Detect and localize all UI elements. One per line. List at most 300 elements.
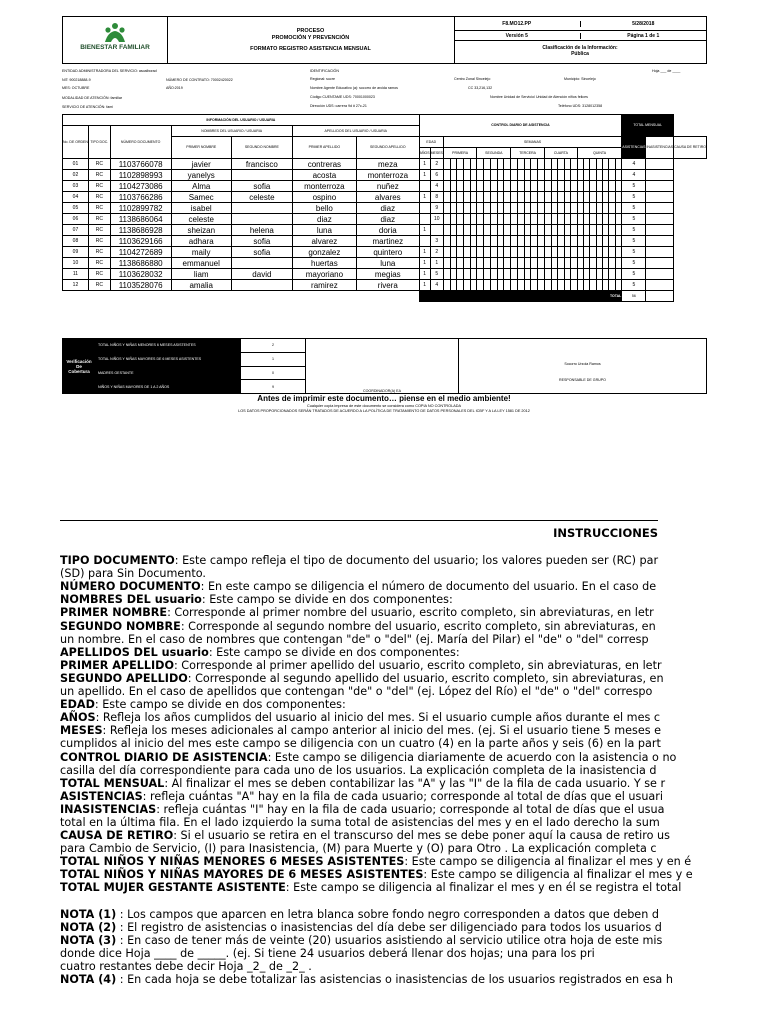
table-row	[63, 203, 707, 214]
attendance-day-cell	[571, 269, 578, 280]
meta-agent: Nombre Agente Educativo (a): socorro de arcida ramos	[310, 86, 398, 90]
privacy-note: LOS DATOS PROPORCIONADOS SERÁN TRATADOS DE ACUERDO A LA POLÍTICA DE TRATAMIENTO DE DATOS PERSONALES DEL ICBF Y A LA LEY 1581 DE 2012	[238, 409, 530, 413]
attendance-day-cell	[443, 159, 450, 170]
attendance-day-cell	[517, 236, 524, 247]
attendance-day-cell	[564, 280, 571, 291]
logo-text: BIENESTAR FAMILIAR	[80, 44, 150, 51]
promotion-label: PROMOCIÓN Y PREVENCIÓN	[271, 34, 350, 41]
attendance-day-cell	[564, 269, 571, 280]
attendance-day-cell	[517, 159, 524, 170]
attendance-day-cell	[470, 280, 477, 291]
form-header	[62, 16, 707, 64]
attendance-day-cell	[551, 159, 558, 170]
years-cell: 1	[419, 269, 430, 280]
attendance-day-cell	[544, 214, 551, 225]
instruction-text: : Este campo se divide en dos componentes:	[201, 593, 453, 607]
attendance-day-cell	[558, 247, 565, 258]
attendance-day-cell	[538, 280, 545, 291]
attendance-day-cell	[450, 170, 457, 181]
second-surname-cell: rivera	[356, 280, 419, 291]
assist-total-cell: 5	[622, 203, 646, 214]
attendance-day-cell	[457, 236, 464, 247]
instruction-text: : Este campo refleja el tipo de documento del usuario; los valores pueden ser (RC) par	[174, 554, 659, 568]
instruction-line	[60, 920, 662, 934]
attendance-day-cell	[538, 181, 545, 192]
table-row	[63, 225, 707, 236]
attendance-day-cell	[517, 269, 524, 280]
attendance-day-cell	[470, 236, 477, 247]
instruction-key: TOTAL NIÑOS Y NIÑAS MENORES 6 MESES ASISTENTES	[60, 855, 405, 869]
coverage-value-2: 1	[241, 352, 306, 366]
assist-total-cell: 5	[622, 192, 646, 203]
attendance-day-cell	[558, 225, 565, 236]
attendance-day-cell	[497, 225, 504, 236]
doc-number-cell: 1103766286	[110, 192, 171, 203]
doc-number-cell: 1102899782	[110, 203, 171, 214]
doc-type-cell: RC	[88, 170, 110, 181]
instruction-key: INASISTENCIAS	[60, 802, 157, 816]
first-name-cell: isabel	[171, 203, 231, 214]
attendance-day-cell	[504, 236, 511, 247]
instruction-text: cumplidos al inicio del mes este campo se diligencia con un cuatro (4) en la parte años y seis (6) en la part	[60, 737, 661, 751]
attendance-day-cell	[477, 181, 484, 192]
doc-number-cell: 1103528076	[110, 280, 171, 291]
second-surname-cell: meza	[356, 159, 419, 170]
attendance-day-cell	[511, 280, 518, 291]
attendance-day-cell	[463, 192, 470, 203]
attendance-day-cell	[517, 181, 524, 192]
attendance-day-cell	[484, 269, 491, 280]
attendance-day-cell	[457, 258, 464, 269]
form-version: Versión 5	[505, 32, 528, 39]
instruction-line	[60, 816, 658, 829]
attendance-day-cell	[544, 258, 551, 269]
instruction-key: MESES	[60, 724, 103, 738]
attendance-day-cell	[463, 214, 470, 225]
assist-total-cell: 5	[622, 247, 646, 258]
second-name-cell	[231, 170, 292, 181]
instruction-text: un nombre. En el caso de nombres que contengan "de" o "del" (ej. María del Pilar) el "de" o "del" corresp	[60, 632, 649, 646]
attendance-day-cell	[443, 236, 450, 247]
first-name-cell: adhara	[171, 236, 231, 247]
instruction-text: : Este campo se divide en dos componentes:	[94, 698, 346, 712]
instruction-text: : Los campos que aparcen en letra blanca sobre fondo negro corresponden a datos que deben d	[116, 907, 659, 921]
order-header: No. DE ORDEN	[63, 126, 89, 159]
attendance-day-cell	[511, 170, 518, 181]
attendance-day-cell	[564, 225, 571, 236]
attendance-day-cell	[615, 181, 622, 192]
instruction-key: CAUSA DE RETIRO	[60, 829, 174, 843]
attendance-day-cell	[504, 269, 511, 280]
inassist-total-cell	[646, 159, 674, 170]
attendance-day-cell	[564, 181, 571, 192]
attendance-day-cell	[470, 159, 477, 170]
instruction-text: : Este campo se diligencia al finalizar el mes y en él se registra el total	[285, 881, 682, 895]
attendance-day-cell	[524, 170, 531, 181]
attendance-day-cell	[531, 236, 538, 247]
attendance-day-cell	[538, 236, 545, 247]
instruction-key: SEGUNDO NOMBRE	[60, 619, 181, 633]
coverage-row-2: TOTAL NIÑOS Y NIÑAS MAYORES DE 6 MESES ASISTENTES	[96, 352, 241, 366]
attendance-day-cell	[450, 181, 457, 192]
coverage-value-3: 0	[241, 366, 306, 380]
order-cell: 03	[63, 181, 89, 192]
assist-header: ASISTENCIAS	[622, 137, 646, 159]
attendance-day-cell	[524, 247, 531, 258]
instruction-line	[60, 711, 658, 724]
instruction-line	[60, 724, 661, 738]
attendance-day-cell	[443, 269, 450, 280]
attendance-day-cell	[524, 181, 531, 192]
attendance-day-cell	[511, 258, 518, 269]
attendance-day-cell	[511, 181, 518, 192]
instruction-line	[60, 764, 658, 777]
attendance-day-cell	[463, 203, 470, 214]
attendance-day-cell	[511, 236, 518, 247]
attendance-day-cell	[477, 236, 484, 247]
responsible-label: RESPONSABLE DE GRUPO	[559, 378, 606, 382]
attendance-day-cell	[470, 181, 477, 192]
meta-contract: NÚMERO DE CONTRATO: 70002420022	[166, 78, 233, 82]
week5-header: QUINTA	[577, 148, 621, 159]
coverage-label: Verificación De Cobertura	[63, 339, 96, 394]
table-row	[63, 159, 707, 170]
attendance-day-cell	[490, 225, 497, 236]
age-header: EDAD	[419, 137, 443, 148]
attendance-day-cell	[524, 225, 531, 236]
meta-sheet: Hoja ___ de ____	[652, 69, 681, 73]
attendance-day-cell	[531, 247, 538, 258]
meta-modality: MODALIDAD DE ATENCIÓN: familiar	[62, 96, 123, 100]
attendance-day-cell	[470, 225, 477, 236]
attendance-day-cell	[564, 192, 571, 203]
first-surname-cell: gonzalez	[292, 247, 356, 258]
attendance-day-cell	[490, 280, 497, 291]
second-name-cell	[231, 258, 292, 269]
instruction-text: (SD) para Sin Documento.	[60, 567, 206, 581]
attendance-day-cell	[470, 192, 477, 203]
instruction-text: : El registro de asistencias o inasistencias del día debe ser diligenciado para todos los usuarios d	[116, 920, 662, 934]
attendance-day-cell	[551, 170, 558, 181]
attendance-form	[62, 16, 707, 394]
form-code: F8.MO12.PP	[502, 20, 532, 27]
months-cell: 4	[430, 181, 443, 192]
instruction-line	[60, 829, 670, 843]
total-month-header: TOTAL MENSUAL	[622, 115, 674, 137]
attendance-day-cell	[571, 159, 578, 170]
inassist-total-cell	[646, 247, 674, 258]
instruction-text: : En cada hoja se debe totalizar las asistencias o inasistencias de los usuarios registrados en esa h	[116, 973, 673, 986]
attendance-day-cell	[517, 203, 524, 214]
attendance-day-cell	[615, 258, 622, 269]
order-cell: 07	[63, 225, 89, 236]
attendance-day-cell	[558, 170, 565, 181]
instructions-section	[60, 520, 693, 1024]
header-meta	[454, 17, 706, 63]
meta-nit: NIT: 900218888-9	[62, 78, 91, 82]
inassist-total-cell	[646, 214, 674, 225]
inassist-header: INASISTENCIAS	[646, 137, 674, 159]
instruction-text: : Este campo se diligencia diariamente de acuerdo con la asistencia o no	[267, 750, 677, 764]
instruction-key: AÑOS	[60, 711, 96, 725]
attendance-day-cell	[463, 258, 470, 269]
doc-number-header: NÚMERO DOCUMENTO	[110, 126, 171, 159]
attendance-day-cell	[538, 258, 545, 269]
attendance-day-cell	[615, 192, 622, 203]
instruction-line	[60, 554, 658, 567]
order-cell: 10	[63, 258, 89, 269]
user-info-header: INFORMACIÓN DEL USUARIO / USUARIA	[63, 115, 420, 126]
attendance-day-cell	[551, 258, 558, 269]
attendance-day-cell	[511, 192, 518, 203]
meta-municipality: Municipio: Sincelejo	[564, 77, 596, 81]
instruction-key: TOTAL NIÑOS Y NIÑAS MAYORES DE 6 MESES ASISTENTES	[60, 868, 424, 882]
attendance-day-cell	[490, 203, 497, 214]
surnames-header: APELLIDOS DEL USUARIO / USUARIA	[292, 126, 419, 137]
assist-total-cell: 4	[622, 170, 646, 181]
instruction-line	[60, 646, 658, 659]
attendance-day-cell	[571, 280, 578, 291]
attendance-day-cell	[544, 159, 551, 170]
attendance-day-cell	[484, 258, 491, 269]
attendance-day-cell	[484, 181, 491, 192]
assist-total-cell: 5	[622, 258, 646, 269]
second-name-cell: celeste	[231, 192, 292, 203]
attendance-day-cell	[511, 269, 518, 280]
inassist-total-cell	[646, 280, 674, 291]
instruction-line	[60, 606, 658, 619]
years-cell: 1	[419, 192, 430, 203]
first-name-cell: liam	[171, 269, 231, 280]
first-surname-cell: acosta	[292, 170, 356, 181]
second-surname-cell: monterroza	[356, 170, 419, 181]
instruction-key: APELLIDOS DEL usuario	[60, 645, 209, 659]
attendance-day-cell	[571, 225, 578, 236]
months-cell: 2	[430, 247, 443, 258]
instruction-line	[60, 802, 665, 816]
attendance-day-cell	[551, 192, 558, 203]
months-cell: 1	[430, 258, 443, 269]
attendance-day-cell	[490, 236, 497, 247]
attendance-day-cell	[484, 236, 491, 247]
attendance-day-cell	[564, 247, 571, 258]
classification-value: Pública	[571, 51, 589, 57]
second-name-cell: sofia	[231, 181, 292, 192]
order-cell: 08	[63, 236, 89, 247]
form-meta	[62, 66, 707, 114]
attendance-day-cell	[564, 214, 571, 225]
attendance-day-cell	[443, 258, 450, 269]
second-surname-cell: alvares	[356, 192, 419, 203]
coverage-table	[62, 338, 707, 394]
doc-type-header: TIPO DOC.	[88, 126, 110, 159]
format-title: FORMATO REGISTRO ASISTENCIA MENSUAL	[250, 46, 371, 52]
instruction-line	[60, 842, 658, 855]
first-name-cell: yanelys	[171, 170, 231, 181]
inassist-total-cell	[646, 236, 674, 247]
responsible-name: Socorro Urzola Ramos	[564, 362, 601, 366]
week3-header: TERCERA	[511, 148, 545, 159]
attendance-day-cell	[463, 280, 470, 291]
cause-header: CAUSA DE RETIRO	[674, 137, 707, 159]
years-cell	[419, 214, 430, 225]
second-surname-cell: doria	[356, 225, 419, 236]
attendance-day-cell	[463, 170, 470, 181]
second-surname-cell: quintero	[356, 247, 419, 258]
instruction-text: : En este campo se diligencia el número de documento del usuario. En el caso de	[200, 580, 657, 594]
instruction-line	[60, 685, 658, 698]
second-name-cell	[231, 280, 292, 291]
notes-list	[60, 907, 673, 987]
second-surname-cell: diaz	[356, 203, 419, 214]
total-label: TOTAL	[419, 291, 622, 302]
attendance-day-cell	[538, 203, 545, 214]
instruction-key: NOTA (3)	[60, 933, 117, 947]
years-cell: 1	[419, 170, 430, 181]
months-header: MESES	[430, 148, 443, 159]
attendance-day-cell	[497, 192, 504, 203]
instruction-key: PRIMER APELLIDO	[60, 658, 174, 672]
attendance-day-cell	[531, 269, 538, 280]
attendance-day-cell	[615, 236, 622, 247]
attendance-day-cell	[477, 203, 484, 214]
attendance-day-cell	[511, 225, 518, 236]
attendance-day-cell	[558, 214, 565, 225]
coverage-value-1: 2	[241, 339, 306, 353]
attendance-day-cell	[571, 214, 578, 225]
inassist-total-cell	[646, 181, 674, 192]
meta-regional: Regional: sucre	[310, 77, 335, 81]
attendance-day-cell	[538, 214, 545, 225]
instruction-line	[60, 620, 658, 633]
form-page: Página 1 de 1	[580, 33, 707, 39]
instruction-line	[60, 789, 663, 803]
attendance-day-cell	[490, 159, 497, 170]
attendance-day-cell	[615, 269, 622, 280]
table-row	[63, 258, 707, 269]
form-title	[167, 17, 455, 63]
attendance-day-cell	[564, 236, 571, 247]
attendance-day-cell	[524, 236, 531, 247]
attendance-day-cell	[564, 203, 571, 214]
second-name-cell: francisco	[231, 159, 292, 170]
inassist-total-cell	[646, 170, 674, 181]
instruction-text: : Refleja los años cumplidos del usuario al inicio del mes. Si el usuario cumple años durante el mes c	[95, 711, 660, 725]
order-cell: 11	[63, 269, 89, 280]
attendance-day-cell	[531, 225, 538, 236]
second-surname-cell: nuñez	[356, 181, 419, 192]
attendance-day-cell	[463, 225, 470, 236]
meta-service: SERVICIO DE ATENCIÓN: fami	[62, 105, 113, 109]
first-surname-header: PRIMER APELLIDO	[292, 137, 356, 159]
years-cell: 1	[419, 247, 430, 258]
attendance-day-cell	[504, 159, 511, 170]
coverage-row-3: MADRES GESTANTE	[96, 366, 241, 380]
instruction-text: : refleja cuántas "I" hay en la fila de cada usuario; corresponde al total de días que el usua	[156, 802, 665, 816]
order-cell: 09	[63, 247, 89, 258]
attendance-day-cell	[524, 159, 531, 170]
second-name-cell: helena	[231, 225, 292, 236]
classification-label: Clasificación de la Información:	[542, 45, 618, 51]
assist-total-cell: 4	[622, 159, 646, 170]
table-row	[63, 269, 707, 280]
attendance-table	[62, 114, 707, 302]
attendance-day-cell	[544, 269, 551, 280]
meta-month: MES: OCTUBRE	[62, 86, 90, 90]
instruction-text: total en la última fila. En el lado izquierdo la suma total de asistencias del mes y en el lado derecho la sum	[60, 815, 660, 829]
doc-number-cell: 1103766078	[110, 159, 171, 170]
months-cell: 4	[430, 280, 443, 291]
attendance-day-cell	[571, 203, 578, 214]
attendance-day-cell	[504, 181, 511, 192]
attendance-day-cell	[504, 170, 511, 181]
footer-notes	[0, 404, 768, 414]
instruction-text: : Al finalizar el mes se deben contabilizar las "A" y las "I" de la fila de cada usuario. Y se r	[164, 776, 666, 790]
table-row	[63, 236, 707, 247]
doc-number-cell: 1138686928	[110, 225, 171, 236]
process-label: PROCESO	[296, 28, 325, 34]
attendance-day-cell	[531, 181, 538, 192]
attendance-day-cell	[558, 280, 565, 291]
week1-header: PRIMERA	[443, 148, 477, 159]
instruction-key: EDAD	[60, 698, 95, 712]
instruction-text: : Corresponde al segundo apellido del usuario, escrito completo, sin abreviaturas, en	[187, 671, 664, 685]
attendance-day-cell	[470, 258, 477, 269]
second-surname-cell: diaz	[356, 214, 419, 225]
attendance-day-cell	[571, 247, 578, 258]
attendance-day-cell	[484, 203, 491, 214]
attendance-day-cell	[538, 247, 545, 258]
meta-entity: ENTIDAD ADMINISTRADORA DEL SERVICIO: asoalborad	[62, 69, 157, 73]
attendance-day-cell	[457, 181, 464, 192]
doc-number-cell: 1103629166	[110, 236, 171, 247]
attendance-day-cell	[490, 269, 497, 280]
attendance-day-cell	[615, 203, 622, 214]
attendance-day-cell	[463, 269, 470, 280]
coverage-row-1: TOTAL NIÑOS Y NIÑAS MENORES 6 MESES ASISTENTES	[96, 339, 241, 353]
assist-total-cell: 5	[622, 181, 646, 192]
attendance-day-cell	[524, 192, 531, 203]
attendance-day-cell	[490, 170, 497, 181]
attendance-day-cell	[443, 247, 450, 258]
months-cell	[430, 225, 443, 236]
weeks-header: SEMANAS	[443, 137, 621, 148]
instruction-text: : refleja cuántas "A" hay en la fila de cada usuario; corresponde al total de días que el usuari	[142, 789, 663, 803]
attendance-day-cell	[484, 192, 491, 203]
attendance-day-cell	[511, 159, 518, 170]
attendance-day-cell	[524, 269, 531, 280]
attendance-day-cell	[544, 192, 551, 203]
instruction-line	[60, 593, 658, 606]
attendance-day-cell	[511, 247, 518, 258]
doc-number-cell: 1103628032	[110, 269, 171, 280]
instruction-line	[60, 633, 658, 646]
assist-total-cell: 5	[622, 214, 646, 225]
first-surname-cell: mayoriano	[292, 269, 356, 280]
inassist-total-cell	[646, 203, 674, 214]
attendance-day-cell	[558, 258, 565, 269]
attendance-day-cell	[504, 258, 511, 269]
years-header: AÑOS	[419, 148, 430, 159]
doc-type-cell: RC	[88, 269, 110, 280]
doc-type-cell: RC	[88, 236, 110, 247]
family-logo-icon	[102, 22, 128, 44]
attendance-day-cell	[450, 236, 457, 247]
assist-total-cell: 5	[622, 269, 646, 280]
inassist-total-cell	[646, 225, 674, 236]
attendance-day-cell	[470, 214, 477, 225]
instruction-line	[60, 881, 682, 895]
